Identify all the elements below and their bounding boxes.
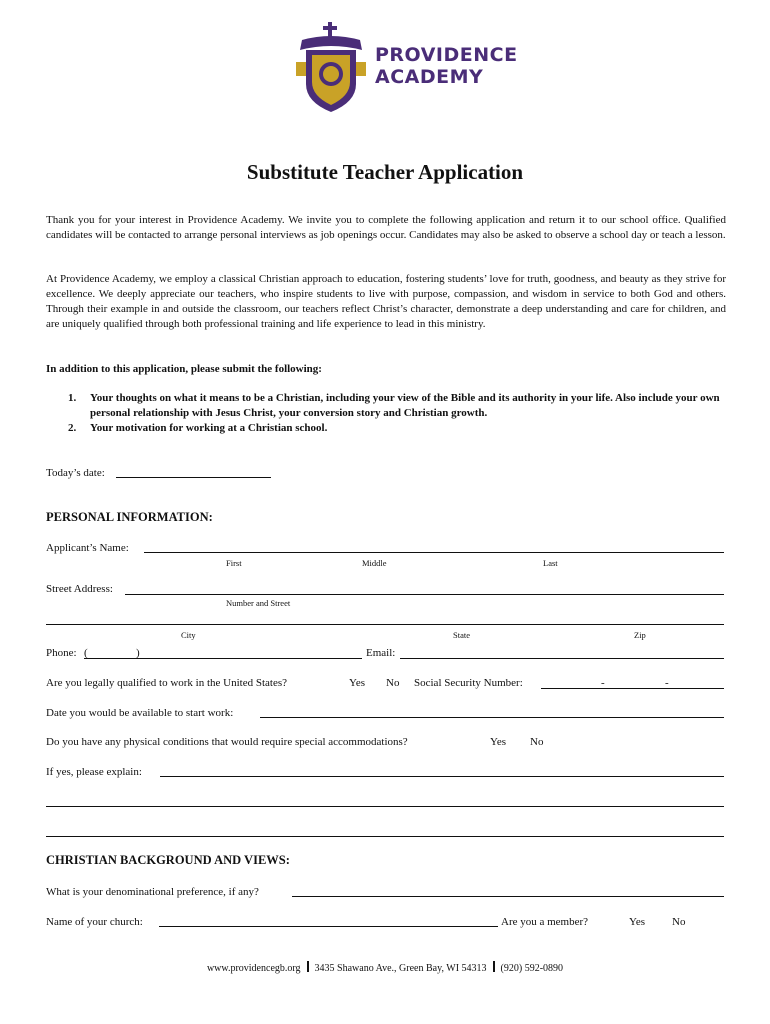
zip-caption: Zip <box>634 630 646 640</box>
email-label: Email: <box>366 647 396 659</box>
accommodations-question: Do you have any physical conditions that would require special accommodations? <box>46 736 408 748</box>
explain-label: If yes, please explain: <box>46 766 142 778</box>
legal-work-question: Are you legally qualified to work in the United States? <box>46 677 288 689</box>
accommodations-no-option[interactable]: No <box>530 736 544 748</box>
street-address-label: Street Address: <box>46 583 113 595</box>
list-item <box>46 421 726 436</box>
middle-name-caption: Middle <box>362 558 387 568</box>
number-street-caption: Number and Street <box>226 598 291 608</box>
submit-list <box>46 391 726 436</box>
academy-logo <box>290 22 530 114</box>
intro-paragraph-2: At Providence Academy, we employ a classical Christian approach to education, fostering students’ love for truth, goodness, and beauty as they strive for excellence. We deeply appreciate our teachers, who inspire students to live with purpose, compassion, and wisdom in service to both God and others. Through their example in and outside the classroom, our teachers reflect Christ’s character, demonstrate a deep understanding and care for children, and are uniquely qualified through both professional training and life experience to lead in this ministry. <box>46 273 726 330</box>
phone-field[interactable] <box>84 658 362 659</box>
ssn-label: Social Security Number: <box>414 677 523 689</box>
crest-icon <box>290 22 372 114</box>
denomination-field[interactable] <box>292 896 724 897</box>
city-state-zip-field[interactable] <box>46 624 724 625</box>
list-text: Your thoughts on what it means to be a Christian, including your view of the Bible and its authority in your life. Also include your own personal relationship with Jesus Christ, your conversion story and Christian growth. <box>90 392 720 419</box>
phone-close-paren: ) <box>136 647 140 659</box>
footer-separator <box>493 961 495 972</box>
list-item <box>46 391 726 421</box>
ssn-dash-2: - <box>665 677 669 689</box>
footer-phone: (920) 592-0890 <box>500 963 564 974</box>
brand-name <box>375 44 518 88</box>
accommodations-yes-option[interactable]: Yes <box>490 736 507 748</box>
member-no-option[interactable]: No <box>672 916 686 928</box>
page-title: Substitute Teacher Application <box>246 160 524 184</box>
footer <box>0 961 770 974</box>
member-question: Are you a member? <box>501 916 589 928</box>
personal-info-heading: PERSONAL INFORMATION: <box>46 510 213 524</box>
brand-line-2: ACADEMY <box>375 66 484 88</box>
applicant-name-field[interactable] <box>144 552 724 553</box>
city-caption: City <box>181 630 196 640</box>
last-name-caption: Last <box>543 558 558 568</box>
footer-website: www.providencegb.org <box>206 963 301 974</box>
phone-label: Phone: <box>46 647 77 659</box>
first-name-caption: First <box>226 558 242 568</box>
list-text: Your motivation for working at a Christian school. <box>90 422 328 434</box>
explain-field-line-3[interactable] <box>46 836 724 837</box>
footer-separator <box>307 961 309 972</box>
todays-date-field[interactable] <box>116 477 271 478</box>
submit-heading: In addition to this application, please submit the following: <box>46 363 322 375</box>
list-number: 1. <box>68 392 77 404</box>
christian-background-heading: CHRISTIAN BACKGROUND AND VIEWS: <box>46 853 290 867</box>
church-name-label: Name of your church: <box>46 916 143 928</box>
applicant-name-label: Applicant’s Name: <box>46 542 129 554</box>
email-field[interactable] <box>400 658 724 659</box>
state-caption: State <box>453 630 470 640</box>
intro-paragraph-1: Thank you for your interest in Providence Academy. We invite you to complete the following application and return it to our school office. Qualified candidates will be contacted to arrange personal interviews as job openings occur. Candidates may also be asked to observe a school day or teach a lesson. <box>46 214 726 241</box>
start-date-label: Date you would be available to start work: <box>46 707 234 719</box>
todays-date-label: Today’s date: <box>46 467 105 479</box>
legal-no-option[interactable]: No <box>386 677 400 689</box>
ssn-dash-1: - <box>601 677 605 689</box>
street-address-field[interactable] <box>125 594 724 595</box>
brand-line-1: PROVIDENCE <box>375 44 518 66</box>
legal-yes-option[interactable]: Yes <box>349 677 366 689</box>
explain-field-line-2[interactable] <box>46 806 724 807</box>
footer-address: 3435 Shawano Ave., Green Bay, WI 54313 <box>314 963 487 974</box>
denomination-label: What is your denominational preference, if any? <box>46 886 259 898</box>
start-date-field[interactable] <box>260 717 724 718</box>
list-number: 2. <box>68 422 77 434</box>
ssn-field[interactable] <box>541 688 724 689</box>
phone-open-paren: ( <box>84 647 88 659</box>
member-yes-option[interactable]: Yes <box>629 916 646 928</box>
church-name-field[interactable] <box>159 926 498 927</box>
explain-field-line-1[interactable] <box>160 776 724 777</box>
